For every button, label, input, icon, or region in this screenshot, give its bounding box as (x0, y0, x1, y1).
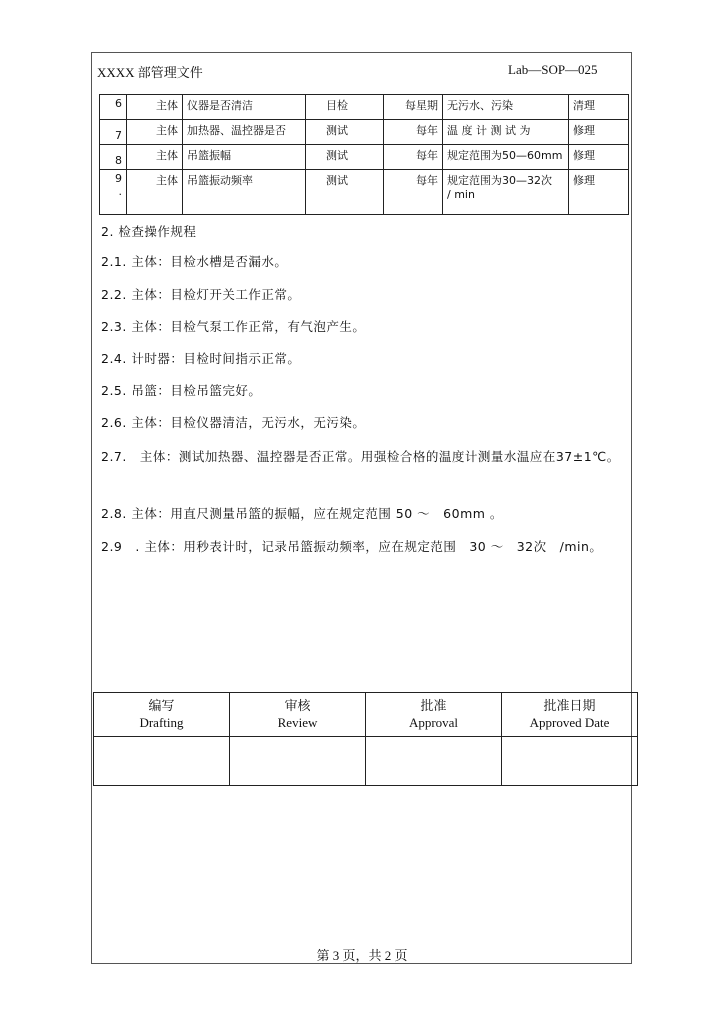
drafting-header: 编写 Drafting (94, 693, 230, 737)
step-2-4: 2.4. 计时器：目检时间指示正常。 (101, 351, 301, 366)
document-code: Lab—SOP—025 (508, 62, 598, 77)
row-period: 每年 (384, 120, 443, 145)
row-part: 主体 (127, 145, 183, 170)
approval-signature-cell (366, 737, 502, 786)
table-row (100, 95, 629, 120)
approved-date-header: 批准日期 Approved Date (502, 693, 638, 737)
approved-date-cell (502, 737, 638, 786)
row-action: 清理 (569, 95, 629, 120)
step-2-3: 2.3. 主体：目检气泵工作正常，有气泡产生。 (101, 319, 366, 334)
table-row (100, 120, 629, 145)
row-number: 6 (100, 95, 127, 120)
row-part: 主体 (127, 170, 183, 215)
row-method: 测试 (306, 145, 384, 170)
row-period: 每年 (384, 170, 443, 215)
row-part: 主体 (127, 95, 183, 120)
row-item: 吊篮振幅 (183, 145, 306, 170)
document-title: XXXX 部管理文件 (97, 65, 203, 80)
page-number: 第 3 页，共 2 页 (316, 948, 408, 963)
row-standard: 无污水、污染 (443, 95, 569, 120)
row-period: 每年 (384, 145, 443, 170)
row-part: 主体 (127, 120, 183, 145)
review-signature-cell (230, 737, 366, 786)
row-item: 仪器是否清洁 (183, 95, 306, 120)
row-number: 8 (100, 145, 127, 170)
row-standard: 规定范围为30—32次 / min (443, 170, 569, 215)
row-action: 修理 (569, 170, 629, 215)
row-method: 测试 (306, 170, 384, 215)
step-2-2: 2.2. 主体：目检灯开关工作正常。 (101, 287, 301, 302)
row-action: 修理 (569, 120, 629, 145)
row-standard: 温 度 计 测 试 为 (443, 120, 569, 145)
section-heading: 2. 检查操作规程 (101, 224, 197, 239)
step-2-7: 2.7. 主体：测试加热器、温控器是否正常。用强检合格的温度计测量水温应在37±1℃。 (101, 449, 620, 464)
step-2-5: 2.5. 吊篮：目检吊篮完好。 (101, 383, 262, 398)
step-2-6: 2.6. 主体：目检仪器清洁，无污水，无污染。 (101, 415, 366, 430)
step-2-9: 2.9 . 主体：用秒表计时，记录吊篮振动频率，应在规定范围 30 ～ 32次 /min。 (101, 539, 603, 554)
row-period: 每星期 (384, 95, 443, 120)
row-number: 9 . (100, 170, 127, 215)
table-row (100, 170, 629, 215)
row-method: 测试 (306, 120, 384, 145)
row-action: 修理 (569, 145, 629, 170)
row-item: 加热器、温控器是否 (183, 120, 306, 145)
row-method: 目检 (306, 95, 384, 120)
step-2-1: 2.1. 主体：目检水槽是否漏水。 (101, 254, 288, 269)
row-number: 7 (100, 120, 127, 145)
table-row (100, 145, 629, 170)
review-header: 审核 Review (230, 693, 366, 737)
drafting-signature-cell (94, 737, 230, 786)
approval-header: 批准 Approval (366, 693, 502, 737)
inspection-table (99, 94, 629, 215)
step-2-8: 2.8. 主体：用直尺测量吊篮的振幅，应在规定范围 50 ～ 60mm 。 (101, 506, 503, 521)
signoff-table (93, 692, 638, 786)
row-item: 吊篮振动频率 (183, 170, 306, 215)
row-standard: 规定范围为50—60mm (443, 145, 569, 170)
